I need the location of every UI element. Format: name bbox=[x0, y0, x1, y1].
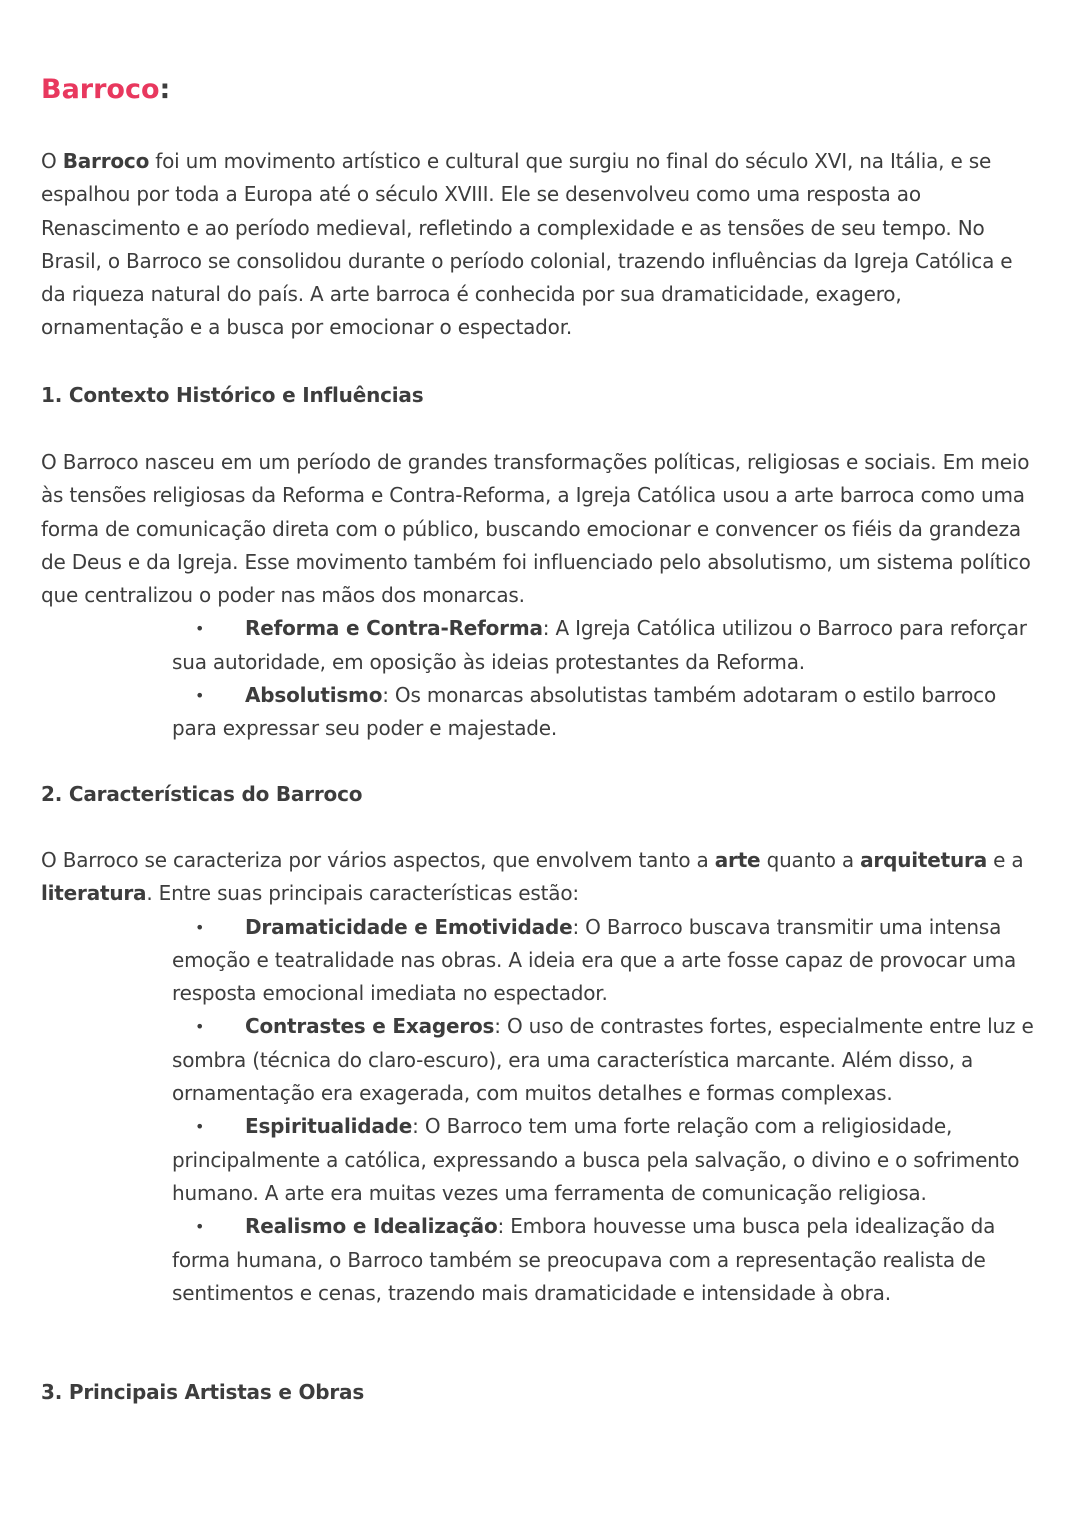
list-item bbox=[41, 612, 1041, 679]
bullet-dot: • bbox=[195, 917, 205, 937]
intro-text-1: O bbox=[41, 149, 63, 173]
bullet-term: Reforma e Contra-Reforma bbox=[245, 616, 543, 641]
section-2 bbox=[41, 778, 1041, 811]
section-2-paragraph bbox=[41, 844, 1041, 911]
bullet-term: Espiritualidade bbox=[245, 1114, 413, 1139]
bullet-text: : Os monarcas absolutistas também adotaram o estilo barroco para expressar seu poder e majestade. bbox=[172, 683, 997, 741]
section-1-heading: 1. Contexto Histórico e Influências bbox=[41, 383, 424, 407]
section-3-heading: 3. Principais Artistas e Obras bbox=[41, 1380, 365, 1404]
section-2-heading: 2. Características do Barroco bbox=[41, 782, 363, 806]
section-1-paragraph: O Barroco nasceu em um período de grandes transformações políticas, religiosas e sociais. Em meio às tensões religiosas da Reforma e Contra-Reforma, a Igreja Católica usou a arte barroca como uma forma de comunicação direta com o público, buscando emocionar e convencer os fiéis da grandeza de Deus e da Igreja. Esse movimento também foi influenciado pelo absolutismo, um sistema político que centralizou o poder nas mãos dos monarcas. bbox=[41, 450, 1031, 608]
section-1-bullet-list bbox=[41, 612, 1041, 745]
title-colon: : bbox=[159, 74, 171, 105]
bullet-term: Realismo e Idealização bbox=[245, 1214, 498, 1239]
bullet-term: Contrastes e Exageros bbox=[245, 1014, 495, 1039]
section-1-body bbox=[41, 446, 1041, 746]
section-2-bullet-list bbox=[41, 911, 1041, 1311]
section-2-text-3: e a bbox=[987, 848, 1024, 872]
bullet-text: : A Igreja Católica utilizou o Barroco para reforçar sua autoridade, em oposição às ideias protestantes da Reforma. bbox=[172, 616, 1027, 674]
intro-bold-barroco: Barroco bbox=[62, 149, 150, 173]
section-2-text-4: . Entre suas principais características estão: bbox=[146, 881, 579, 906]
section-2-body bbox=[41, 844, 1041, 1310]
intro-section bbox=[41, 145, 1041, 345]
intro-text-2: foi um movimento artístico e cultural que surgiu no final do século XVI, na Itália, e se espalhou por toda a Europa até o século XVIII. Ele se desenvolveu como uma resposta ao Renascimento e ao período medieval, refletindo a complexidade e as tensões de seu tempo. No Brasil, o Barroco se consolidou durante o período colonial, trazendo influências da Igreja Católica e da riqueza natural do país. A arte barroca é conhecida por sua dramaticidade, exagero, ornamentação e a busca por emocionar o espectador. bbox=[41, 149, 1013, 340]
list-item bbox=[41, 911, 1041, 1011]
section-2-bold-literatura: literatura bbox=[41, 881, 147, 906]
section-3 bbox=[41, 1376, 1041, 1409]
bullet-dot: • bbox=[195, 1017, 205, 1037]
bullet-text: : O Barroco buscava transmitir uma intensa emoção e teatralidade nas obras. A ideia era que a arte fosse capaz de provocar uma resposta emocional imediata no espectador. bbox=[172, 914, 1017, 1006]
title-text: Barroco bbox=[41, 74, 160, 105]
intro-paragraph bbox=[41, 145, 1041, 345]
list-item bbox=[41, 1110, 1041, 1210]
bullet-dot: • bbox=[195, 619, 205, 639]
bullet-text: : O uso de contrastes fortes, especialmente entre luz e sombra (técnica do claro-escuro), era uma característica marcante. Além disso, a ornamentação era exagerada, com muitos detalhes e formas complexas. bbox=[172, 1014, 1034, 1106]
section-2-text-2: quanto a bbox=[760, 848, 861, 872]
bullet-dot: • bbox=[195, 1217, 205, 1237]
bullet-text: : Embora houvesse uma busca pela idealização da forma humana, o Barroco também se preocupava com a representação realista de sentimentos e cenas, trazendo mais dramaticidade e intensidade à obra. bbox=[172, 1214, 996, 1305]
list-item bbox=[41, 1010, 1041, 1110]
section-2-bold-arte: arte bbox=[714, 848, 761, 872]
bullet-text: : O Barroco tem uma forte relação com a religiosidade, principalmente a católica, expressando a busca pela salvação, o divino e o sofrimento humano. A arte era muitas vezes uma ferramenta de comunicação religiosa. bbox=[172, 1114, 1020, 1205]
bullet-dot: • bbox=[195, 1117, 205, 1137]
bullet-term: Dramaticidade e Emotividade bbox=[245, 914, 573, 939]
list-item bbox=[41, 1210, 1041, 1310]
page-title bbox=[41, 72, 170, 108]
bullet-dot: • bbox=[195, 686, 205, 706]
section-2-text-1: O Barroco se caracteriza por vários aspectos, que envolvem tanto a bbox=[41, 848, 715, 872]
section-2-bold-arquitetura: arquitetura bbox=[860, 848, 987, 872]
section-1 bbox=[41, 379, 1041, 412]
bullet-term: Absolutismo bbox=[245, 683, 383, 708]
list-item bbox=[41, 679, 1041, 746]
